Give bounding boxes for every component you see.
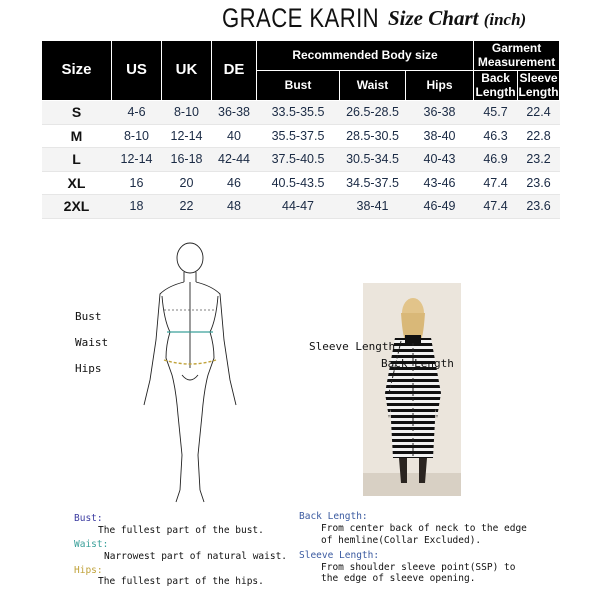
note-term-hips: Hips: <box>74 564 103 576</box>
cell-size: 2XL <box>42 195 112 219</box>
cell-bust: 35.5-37.5 <box>257 124 340 148</box>
fashion-croquis-figure-icon <box>120 240 260 510</box>
cell-size: L <box>42 148 112 172</box>
cell-us: 8-10 <box>112 124 162 148</box>
note-term-bust: Bust: <box>74 513 103 524</box>
cell-us: 18 <box>112 195 162 219</box>
header-bust: Bust <box>257 71 340 101</box>
cell-uk: 8-10 <box>162 101 212 125</box>
cell-de: 42-44 <box>212 148 257 172</box>
note-term-back-length: Back Length: <box>299 511 368 522</box>
cell-waist: 38-41 <box>340 195 406 219</box>
cell-back: 47.4 <box>474 171 518 195</box>
photo-label-back-length: Back Length <box>381 357 454 370</box>
photo-label-sleeve-length: Sleeve Length <box>309 340 396 353</box>
cell-bust: 40.5-43.5 <box>257 171 340 195</box>
cell-uk: 12-14 <box>162 124 212 148</box>
cell-hips: 38-40 <box>406 124 474 148</box>
header-de: DE <box>212 41 257 101</box>
header-back-length: Back Length <box>475 71 516 99</box>
cell-us: 4-6 <box>112 101 162 125</box>
header-waist: Waist <box>340 71 406 101</box>
figure-label-hips: Hips <box>75 362 102 375</box>
note-desc-hips: The fullest part of the hips. <box>98 576 264 588</box>
cell-uk: 16-18 <box>162 148 212 172</box>
note-desc-bust: The fullest part of the bust. <box>98 524 264 536</box>
cell-hips: 46-49 <box>406 195 474 219</box>
note-desc-back-length-2: of hemline(Collar Excluded). <box>321 534 482 546</box>
note-desc-sleeve-length-1: From shoulder sleeve point(SSP) to <box>321 561 516 573</box>
notes-left <box>74 513 294 588</box>
cell-de: 46 <box>212 171 257 195</box>
cell-back: 47.4 <box>474 195 518 219</box>
table-row <box>42 148 560 172</box>
cell-us: 12-14 <box>112 148 162 172</box>
header-recommended: Recommended Body size <box>257 41 474 71</box>
figure-label-waist: Waist <box>75 336 109 349</box>
header-us: US <box>112 41 162 101</box>
table-row <box>42 195 560 219</box>
cell-waist: 30.5-34.5 <box>340 148 406 172</box>
header-hips: Hips <box>406 71 474 101</box>
cell-bust: 37.5-40.5 <box>257 148 340 172</box>
note-desc-back-length-1: From center back of neck to the edge <box>321 522 527 534</box>
table-row <box>42 124 560 148</box>
chart-title <box>388 6 526 31</box>
model-photo-striped-dress-icon <box>363 283 461 496</box>
table-row <box>42 171 560 195</box>
cell-waist: 26.5-28.5 <box>340 101 406 125</box>
size-table <box>41 40 560 219</box>
cell-size: S <box>42 101 112 125</box>
cell-waist: 34.5-37.5 <box>340 171 406 195</box>
cell-sleeve: 23.2 <box>518 148 560 172</box>
header-garment: Garment Measurement <box>474 41 560 71</box>
cell-waist: 28.5-30.5 <box>340 124 406 148</box>
cell-de: 36-38 <box>212 101 257 125</box>
cell-back: 46.9 <box>474 148 518 172</box>
header-sleeve-length: Sleeve Length <box>518 71 559 99</box>
cell-sleeve: 23.6 <box>518 195 560 219</box>
cell-back: 46.3 <box>474 124 518 148</box>
cell-hips: 36-38 <box>406 101 474 125</box>
cell-back: 45.7 <box>474 101 518 125</box>
chart-title-unit: (inch) <box>483 10 527 29</box>
cell-sleeve: 22.4 <box>518 101 560 125</box>
notes-right <box>299 511 599 585</box>
header <box>0 0 600 40</box>
cell-bust: 44-47 <box>257 195 340 219</box>
note-desc-sleeve-length-2: the edge of sleeve opening. <box>321 573 476 585</box>
cell-uk: 22 <box>162 195 212 219</box>
cell-size: M <box>42 124 112 148</box>
cell-size: XL <box>42 171 112 195</box>
cell-hips: 43-46 <box>406 171 474 195</box>
cell-uk: 20 <box>162 171 212 195</box>
note-term-waist: Waist: <box>74 538 109 550</box>
header-uk: UK <box>162 41 212 101</box>
cell-de: 48 <box>212 195 257 219</box>
note-desc-waist: Narrowest part of natural waist. <box>104 550 288 562</box>
header-size: Size <box>42 41 112 101</box>
cell-sleeve: 22.8 <box>518 124 560 148</box>
cell-hips: 40-43 <box>406 148 474 172</box>
brand-logo: GRACE KARIN <box>222 3 380 33</box>
figure-label-bust: Bust <box>75 310 102 323</box>
cell-sleeve: 23.6 <box>518 171 560 195</box>
cell-de: 40 <box>212 124 257 148</box>
table-row <box>42 101 560 125</box>
chart-title-text: Size Chart <box>388 6 479 30</box>
note-term-sleeve-length: Sleeve Length: <box>299 549 380 561</box>
cell-us: 16 <box>112 171 162 195</box>
cell-bust: 33.5-35.5 <box>257 101 340 125</box>
